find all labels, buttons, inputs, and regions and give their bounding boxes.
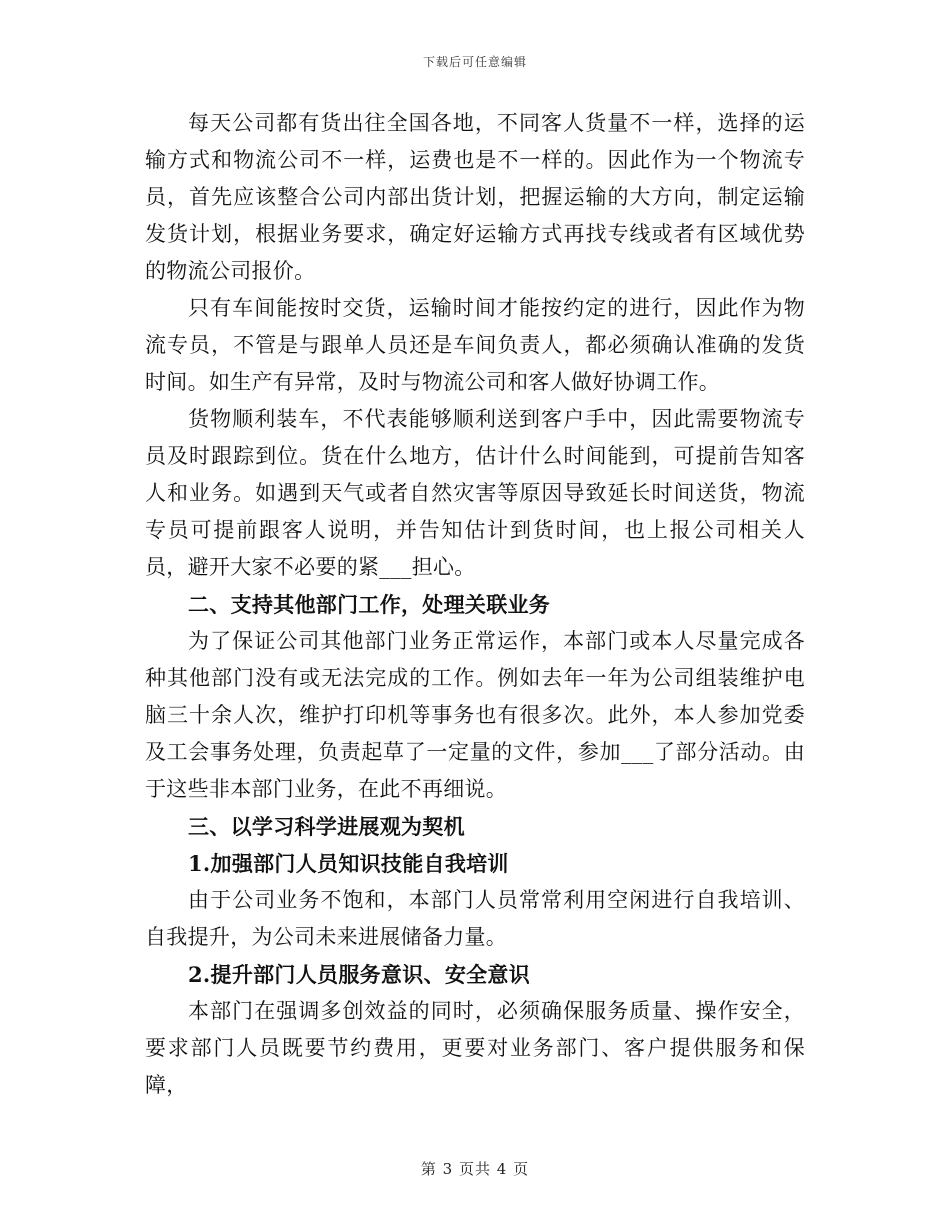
paragraph-shipping-plan: 每天公司都有货出往全国各地，不同客人货量不一样，选择的运输方式和物流公司不一样，运费也是不一样的。因此作为一个物流专员，首先应该整合公司内部出货计划，把握运输的大方向，制定运输发货计划，根据业务要求，确定好运输方式再找专线或者有区域优势的物流公司报价。 (145, 111, 805, 283)
page-footer: 第 3 页共 4 页 (420, 1160, 530, 1178)
subsection-heading-3-1: 1.加强部门人员知识技能自我培训 (188, 851, 509, 876)
section-heading-3: 三、以学习科学进展观为契机 (188, 814, 465, 839)
subsection-heading-3-2: 2.提升部门人员服务意识、安全意识 (188, 962, 531, 987)
paragraph-service-safety: 本部门在强调多创效益的同时，必须确保服务质量、操作安全，要求部门人员既要节约费用，更要对业务部门、客户提供服务和保障， (145, 999, 805, 1097)
paragraph-self-training: 由于公司业务不饱和，本部门人员常常利用空闲进行自我培训、自我提升，为公司未来进展储备力量。 (145, 888, 805, 949)
paragraph-delivery-time: 只有车间能按时交货，运输时间才能按约定的进行，因此作为物流专员，不管是与跟单人员还是车间负责人，都必须确认准确的发货时间。如生产有异常，及时与物流公司和客人做好协调工作。 (145, 296, 805, 394)
paragraph-support-departments: 为了保证公司其他部门业务正常运作，本部门或本人尽量完成各种其他部门没有或无法完成的工作。例如去年一年为公司组装维护电脑三十余人次，维护打印机等事务也有很多次。此外，本人参加党委及工会事务处理，负责起草了一定量的文件，参加___了部分活动。由于这些非本部门业务，在此不再细说。 (145, 629, 805, 801)
document-body (145, 105, 805, 1104)
page-header: 下载后可任意编辑 (422, 55, 527, 69)
paragraph-tracking: 货物顺利装车，不代表能够顺利送到客户手中，因此需要物流专员及时跟踪到位。货在什么地方，估计什么时间能到，可提前告知客人和业务。如遇到天气或者自然灾害等原因导致延长时间送货，物流专员可提前跟客人说明，并告知估计到货时间，也上报公司相关人员，避开大家不必要的紧___担心。 (145, 407, 805, 579)
section-heading-2: 二、支持其他部门工作，处理关联业务 (188, 592, 551, 617)
